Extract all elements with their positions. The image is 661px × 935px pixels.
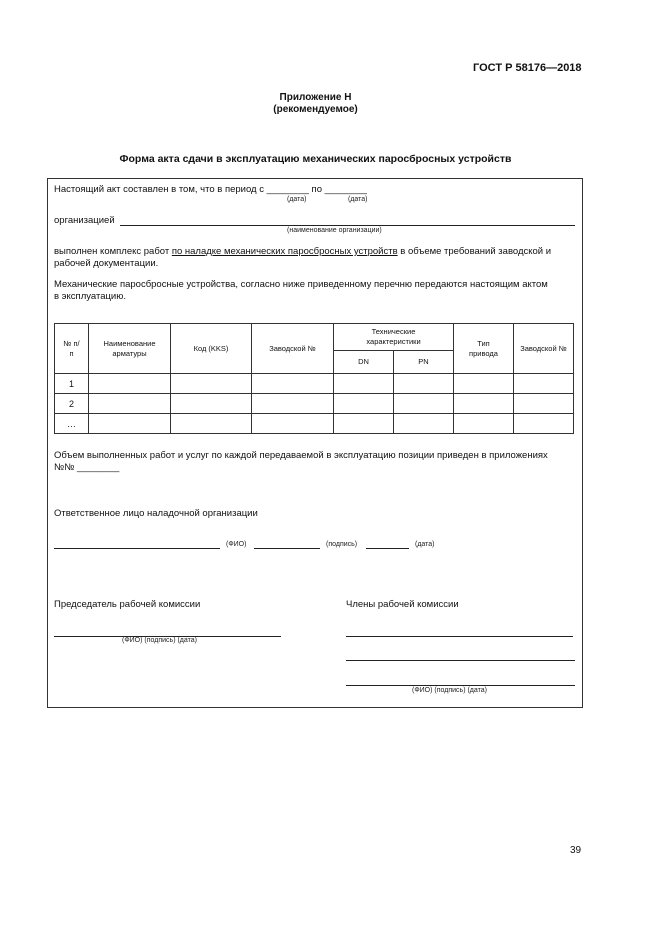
row-number: 1: [55, 374, 89, 394]
header-code: Код (KKS): [171, 324, 252, 374]
header-name: Наименование арматуры: [89, 324, 171, 374]
org-hint: (наименование организации): [287, 227, 382, 234]
responsible-label: Ответственное лицо наладочной организации: [54, 508, 258, 519]
header-factory2: Заводской №: [514, 324, 574, 374]
row-number: …: [55, 414, 89, 434]
member-field-1[interactable]: [346, 636, 573, 637]
members-label: Члены рабочей комиссии: [346, 599, 459, 610]
form-title: Форма акта сдачи в эксплуатацию механических паросбросных устройств: [119, 153, 512, 165]
table-cell[interactable]: [394, 374, 454, 394]
equipment-table: [54, 323, 574, 434]
header-drive: Тип привода: [454, 324, 514, 374]
table-cell[interactable]: [514, 414, 574, 434]
transfer-text: Механические паросбросные устройства, согласно ниже приведенному перечню передаются настоящим актом в эксплуатацию.: [54, 279, 548, 302]
org-field[interactable]: [120, 225, 575, 226]
table-cell[interactable]: [89, 374, 171, 394]
table-row: [55, 394, 574, 414]
table-cell[interactable]: [171, 394, 252, 414]
work-text: выполнен комплекс работ по наладке механических паросбросных устройств в объеме требований заводской и рабочей документации.: [54, 246, 552, 269]
member-field-3[interactable]: [346, 685, 575, 686]
responsible-date-field[interactable]: [366, 548, 409, 549]
date-hint-to: (дата): [348, 196, 368, 203]
table-cell[interactable]: [514, 374, 574, 394]
appendix-status: (рекомендуемое): [273, 104, 358, 115]
scope-text: Объем выполненных работ и услуг по каждой передаваемой в эксплуатацию позиции приведен в приложениях №№ ________: [54, 450, 548, 473]
table-cell[interactable]: [252, 374, 334, 394]
table-cell[interactable]: [252, 414, 334, 434]
table-cell[interactable]: [514, 394, 574, 414]
table-cell[interactable]: [334, 394, 394, 414]
table-cell[interactable]: [394, 414, 454, 434]
chair-label: Председатель рабочей комиссии: [54, 599, 201, 610]
date-from-blank[interactable]: ________: [266, 184, 309, 195]
table-cell[interactable]: [89, 394, 171, 414]
act-intro: Настоящий акт составлен в том, что в период с ________ по ________: [54, 184, 367, 195]
responsible-fio-hint: (ФИО): [226, 541, 247, 548]
header-pn: PN: [394, 351, 454, 374]
org-label: организацией: [54, 215, 115, 226]
page-number: 39: [570, 845, 582, 856]
row-number: 2: [55, 394, 89, 414]
table-cell[interactable]: [89, 414, 171, 434]
chair-hint: (ФИО) (подпись) (дата): [122, 637, 197, 644]
table-cell[interactable]: [334, 414, 394, 434]
responsible-date-hint: (дата): [415, 541, 435, 548]
responsible-fio-field[interactable]: [54, 548, 220, 549]
table-cell[interactable]: [171, 414, 252, 434]
table-row: [55, 374, 574, 394]
header-factory: Заводской №: [252, 324, 334, 374]
responsible-sign-hint: (подпись): [326, 541, 358, 548]
members-hint: (ФИО) (подпись) (дата): [412, 687, 487, 694]
table-cell[interactable]: [454, 374, 514, 394]
table-cell[interactable]: [454, 394, 514, 414]
table-row: [55, 414, 574, 434]
header-no: № п/п: [55, 324, 89, 374]
table-cell[interactable]: [454, 414, 514, 434]
member-field-2[interactable]: [346, 660, 575, 661]
date-hint-from: (дата): [287, 196, 307, 203]
standard-number: ГОСТ Р 58176—2018: [473, 62, 582, 74]
appendix-title: Приложение Н: [279, 92, 352, 103]
header-dn: DN: [334, 351, 394, 374]
date-to-blank[interactable]: ________: [324, 184, 367, 195]
table-cell[interactable]: [394, 394, 454, 414]
responsible-sign-field[interactable]: [254, 548, 320, 549]
table-cell[interactable]: [334, 374, 394, 394]
table-cell[interactable]: [171, 374, 252, 394]
header-tech: Технические характеристики: [334, 324, 454, 351]
table-cell[interactable]: [252, 394, 334, 414]
